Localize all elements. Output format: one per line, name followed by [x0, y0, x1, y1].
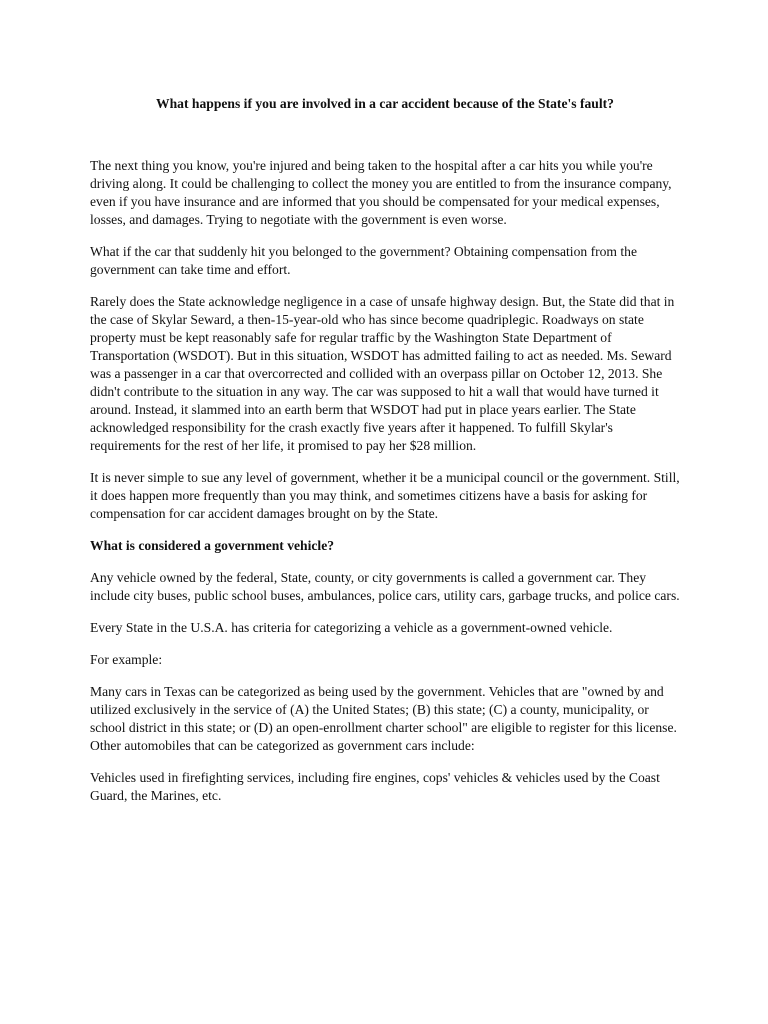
paragraph-texas-example: Many cars in Texas can be categorized as being used by the government. Vehicles that are "owned by and utilized exclusively in the service of (A) the United States; (B) this state; (C) a county, municipality, or school district in this state; or (D) an open-enrollment charter school" are eligible to register for this license. Other automobiles that can be categorized as government cars include:	[90, 684, 677, 753]
paragraph-seward-case: Rarely does the State acknowledge negligence in a case of unsafe highway design. But, the State did that in the case of Skylar Seward, a then-15-year-old who has since become quadriplegic. Roadways on state property must be kept reasonably safe for regular traffic by the Washington State Department of Transportation (WSDOT). But in this situation, WSDOT has admitted failing to act as needed. Ms. Seward was a passenger in a car that overcorrected and collided with an overpass pillar on October 12, 2013. She didn't contribute to the situation in any way. The car was supposed to hit a wall that would have turned it around. Instead, it slammed into an earth berm that WSDOT had put in place years earlier. The State acknowledged responsibility for the crash exactly five years after it happened. To fulfill Skylar's requirements for the rest of her life, it promised to pay her $28 million.	[90, 294, 675, 453]
document-page	[90, 95, 680, 819]
paragraph-for-example: For example:	[90, 652, 163, 667]
document-title: What happens if you are involved in a car accident because of the State's fault?	[156, 96, 614, 111]
paragraph-vehicle-definition: Any vehicle owned by the federal, State, county, or city governments is called a government car. They include city buses, public school buses, ambulances, police cars, utility cars, garbage trucks, and police cars.	[90, 570, 680, 603]
section-heading-government-vehicle: What is considered a government vehicle?	[90, 538, 335, 553]
paragraph-firefighting: Vehicles used in firefighting services, including fire engines, cops' vehicles & vehicles used by the Coast Guard, the Marines, etc.	[90, 770, 660, 803]
paragraph-intro: The next thing you know, you're injured and being taken to the hospital after a car hits you while you're driving along. It could be challenging to collect the money you are entitled to from the insurance company, even if you have insurance and are informed that you should be compensated for your medical expenses, losses, and damages. Trying to negotiate with the government is even worse.	[90, 158, 672, 227]
paragraph-sue-government: It is never simple to sue any level of government, whether it be a municipal council or the government. Still, it does happen more frequently than you may think, and sometimes citizens have a basis for asking for compensation for car accident damages brought on by the State.	[90, 470, 680, 521]
paragraph-state-criteria: Every State in the U.S.A. has criteria for categorizing a vehicle as a government-owned vehicle.	[90, 620, 613, 635]
paragraph-government-car: What if the car that suddenly hit you belonged to the government? Obtaining compensation from the government can take time and effort.	[90, 244, 638, 277]
